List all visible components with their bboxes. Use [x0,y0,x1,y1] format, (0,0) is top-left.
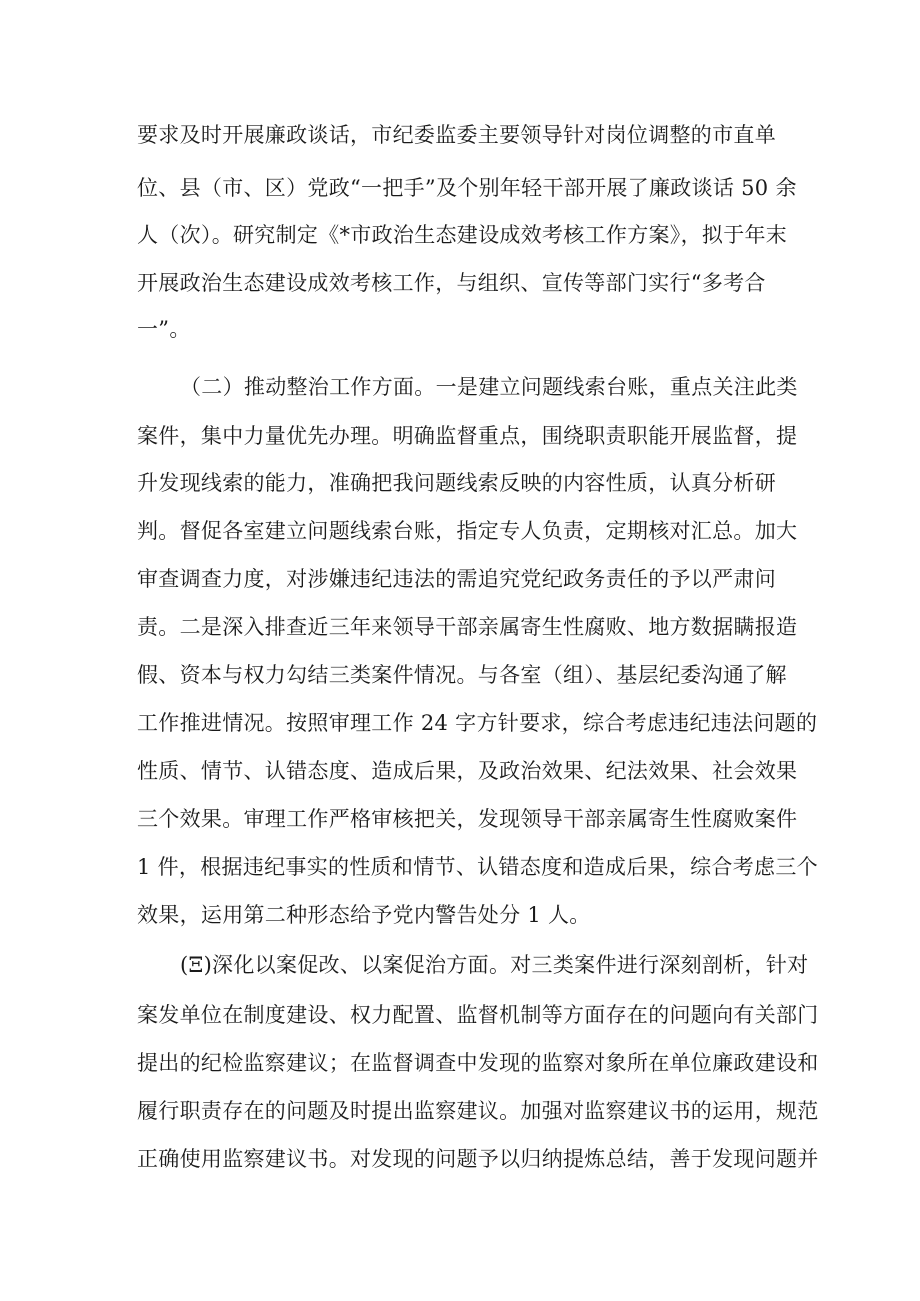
text-line: （二）推动整治工作方面。一是建立问题线索台账，重点关注此类 [180,375,798,399]
text-line: 审查调查力度，对涉嫌违纪违法的需追究党纪政务责任的予以严肃问 [137,567,776,591]
text-line: 位、县（市、区）党政“一把手”及个别年轻干部开展了廉政谈话 50 余 [137,176,797,200]
text-line: 正确使用监察建议书。对发现的问题予以归纳提炼总结，善于发现问题并 [137,1147,819,1171]
text-line: 工作推进情况。按照审理工作 24 字方针要求，综合考虑违纪违法问题的 [137,711,818,735]
text-line: 要求及时开展廉政谈话，市纪委监委主要领导针对岗位调整的市直单 [137,123,776,147]
text-line: 人（次）。研究制定《*市政治生态建设成效考核工作方案》，拟于年末 [137,223,788,247]
text-line: 一”。 [137,317,191,341]
text-line: 1 件，根据违纪事实的性质和情节、认错态度和造成后果，综合考虑三个 [137,855,818,879]
text-line: 升发现线索的能力，准确把我问题线索反映的内容性质，认真分析研 [137,471,776,495]
text-line: 案件，集中力量优先办理。明确监督重点，围绕职责职能开展监督，提 [137,424,798,448]
text-line: 性质、情节、认错态度、造成后果，及政治效果、纪法效果、社会效果 [137,759,798,783]
text-line: 假、资本与权力勾结三类案件情况。与各室（组）、基层纪委沟通了解 [137,663,787,687]
text-line: 判。督促各室建立问题线索台账，指定专人负责，定期核对汇总。加大 [137,519,798,543]
text-line: 三个效果。审理工作严格审核把关，发现领导干部亲属寄生性腐败案件 [137,807,798,831]
text-line: 责。二是深入排查近三年来领导干部亲属寄生性腐败、地方数据瞒报造 [137,615,798,639]
text-line: 履行职责存在的问题及时提出监察建议。加强对监察建议书的运用，规范 [137,1099,819,1123]
text-line: 提出的纪检监察建议；在监督调查中发现的监察对象所在单位廉政建设和 [137,1051,819,1075]
text-line: 效果，运用第二种形态给予党内警告处分 1 人。 [137,903,591,927]
text-line: 开展政治生态建设成效考核工作，与组织、宣传等部门实行“多考合 [137,271,766,295]
text-line: (Ξ)深化以案促改、以案促治方面。对三类案件进行深刻剖析，针对 [180,953,809,977]
text-line: 案发单位在制度建设、权力配置、监督机制等方面存在的问题向有关部门 [137,1003,819,1027]
